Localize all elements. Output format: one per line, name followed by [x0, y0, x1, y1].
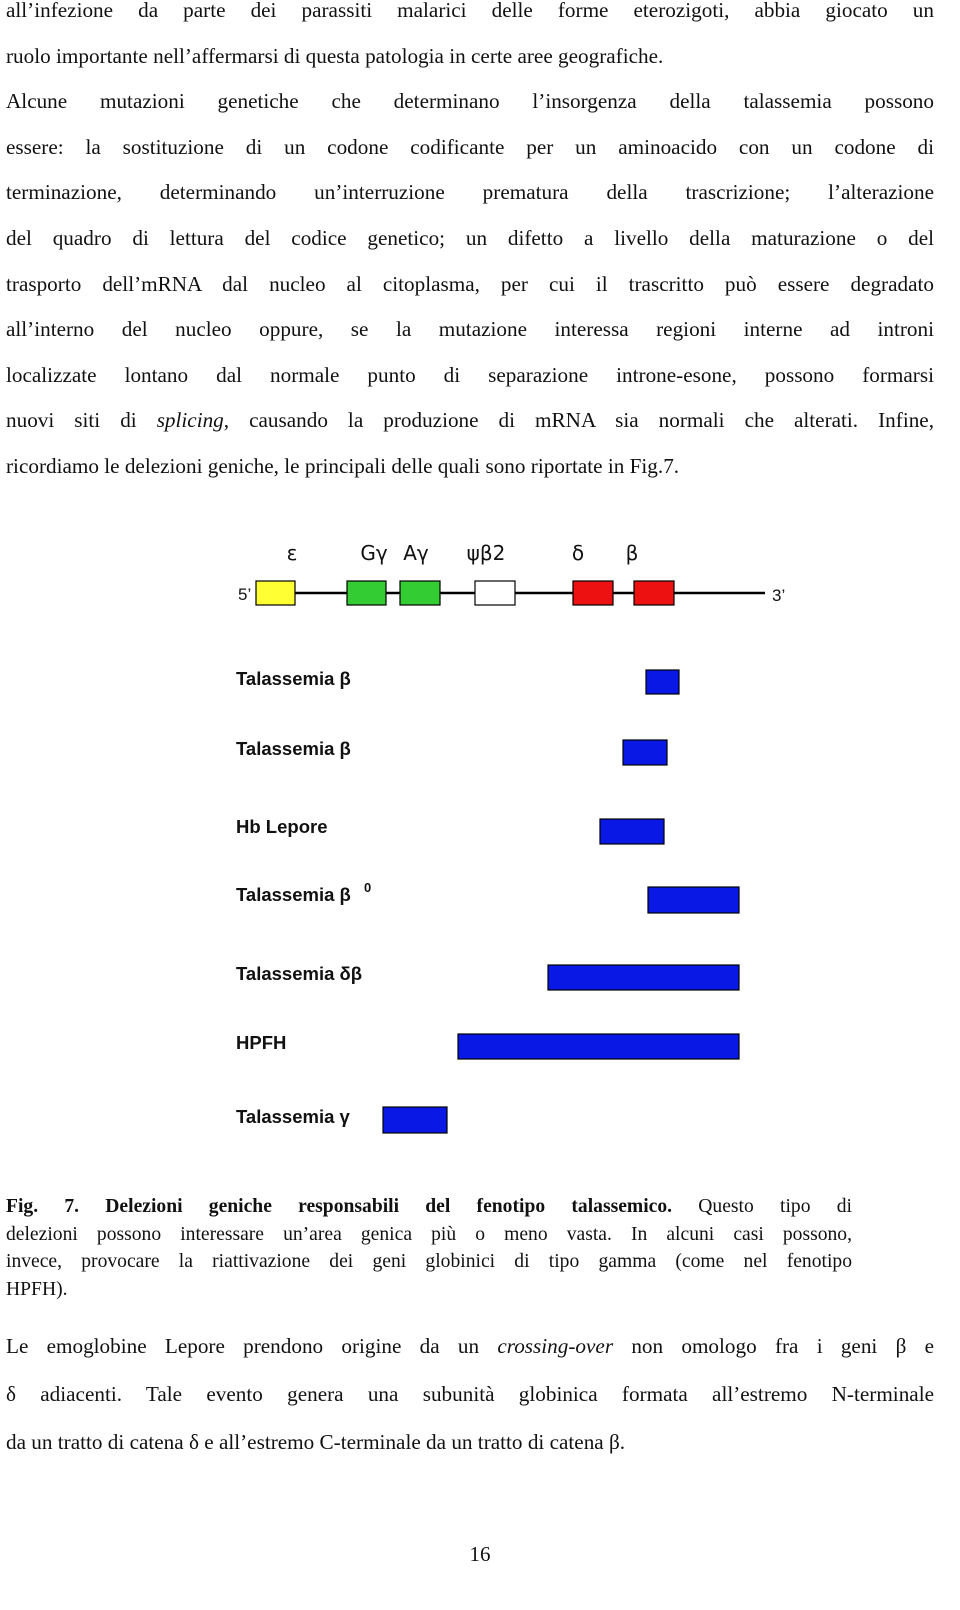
deletion-bar [548, 965, 739, 990]
text-line: Alcune mutazioni genetiche che determinano l’insorgenza della talassemia possono [6, 89, 934, 114]
gene-box [256, 581, 295, 605]
italic-term: splicing [156, 408, 224, 433]
text-line: del quadro di lettura del codice genetico; un difetto a livello della maturazione o del [6, 225, 934, 250]
deletion-bar [648, 887, 739, 913]
figure-caption [6, 1193, 852, 1303]
text-line: localizzate lontano dal normale punto di separazione introne-esone, possono formarsi [6, 362, 934, 387]
deletion-label: Talassemia γ [236, 1106, 350, 1127]
gene-boxes [256, 541, 674, 605]
text-line: all’interno del nucleo oppure, se la mutazione interessa regioni interne ad introni [6, 317, 934, 342]
gene-box [634, 581, 674, 605]
gene-box [400, 581, 440, 605]
text-line: essere: la sostituzione di un codone codificante per un aminoacido con un codone di [6, 134, 934, 159]
gene-label: ψβ2 [466, 541, 506, 565]
caption-text: Questo tipo di [672, 1196, 852, 1217]
gene-box [347, 581, 386, 605]
caption-title: Fig. 7. Delezioni geniche responsabili del fenotipo talassemico. [6, 1196, 673, 1217]
gene-label: ε [286, 541, 298, 565]
five-prime-label: 5’ [238, 585, 252, 604]
deletion-bar [623, 740, 667, 765]
gene-label: Gγ [360, 541, 388, 565]
deletion-label: HPFH [236, 1032, 287, 1053]
deletion-label: Talassemia β [236, 668, 351, 689]
caption-line: HPFH). [6, 1278, 68, 1300]
text-line: da un tratto di catena δ e all’estremo C-terminale da un tratto di catena β. [6, 1430, 626, 1454]
caption-line: invece, provocare la riattivazione dei geni globinici di tipo gamma (come nel fenotipo [6, 1251, 852, 1273]
deletion-bar [458, 1034, 739, 1059]
text-line: δ adiacenti. Tale evento genera una subunità globinica formata all’estremo N-terminale [6, 1382, 934, 1406]
gene-label: Aγ [403, 541, 429, 565]
paragraph-lepore [6, 1322, 934, 1466]
deletion-bar [646, 670, 679, 694]
page-number: 16 [469, 1542, 491, 1566]
text-line: terminazione, determinando un’interruzione prematura della trascrizione; l’alterazione [6, 180, 934, 205]
caption-line: delezioni possono interessare un’area genica più o meno vasta. In alcuni casi possono, [6, 1223, 852, 1245]
deletion-label: Hb Lepore [236, 816, 328, 837]
deletion-bar [600, 819, 664, 844]
deletion-superscript: 0 [364, 880, 372, 895]
text-fragment: , causando la produzione di mRNA sia normali che alterati. Infine, [223, 408, 934, 433]
italic-term: crossing-over [497, 1334, 614, 1358]
deletion-label: Talassemia δβ [236, 963, 363, 984]
text-line: ruolo importante nell’affermarsi di questa patologia in certe aree geografiche. [6, 43, 664, 68]
deletion-label: Talassemia β [236, 738, 351, 759]
text-line: all’infezione da parte dei parassiti malarici delle forme eterozigoti, abbia giocato un [6, 0, 934, 22]
deletion-rows [236, 668, 739, 1133]
gene-label: β [625, 541, 639, 565]
deletion-bar [383, 1107, 447, 1133]
caption-line [6, 1193, 852, 1221]
text-line [6, 1322, 934, 1370]
gene-box [573, 581, 613, 605]
text-line: ricordiamo le delezioni geniche, le principali delle quali sono riportate in Fig.7. [6, 453, 680, 478]
text-fragment: non omologo fra i geni β e [613, 1334, 935, 1358]
deletion-label: Talassemia β [236, 884, 351, 905]
text-fragment: nuovi siti di [6, 408, 157, 433]
text-fragment: Le emoglobine Lepore prendono origine da un [6, 1334, 498, 1358]
text-line: trasporto dell’mRNA dal nucleo al citoplasma, per cui il trascritto può essere degradato [6, 271, 934, 296]
gene-box [475, 581, 515, 605]
three-prime-label: 3’ [772, 586, 786, 605]
gene-label: δ [571, 541, 585, 565]
